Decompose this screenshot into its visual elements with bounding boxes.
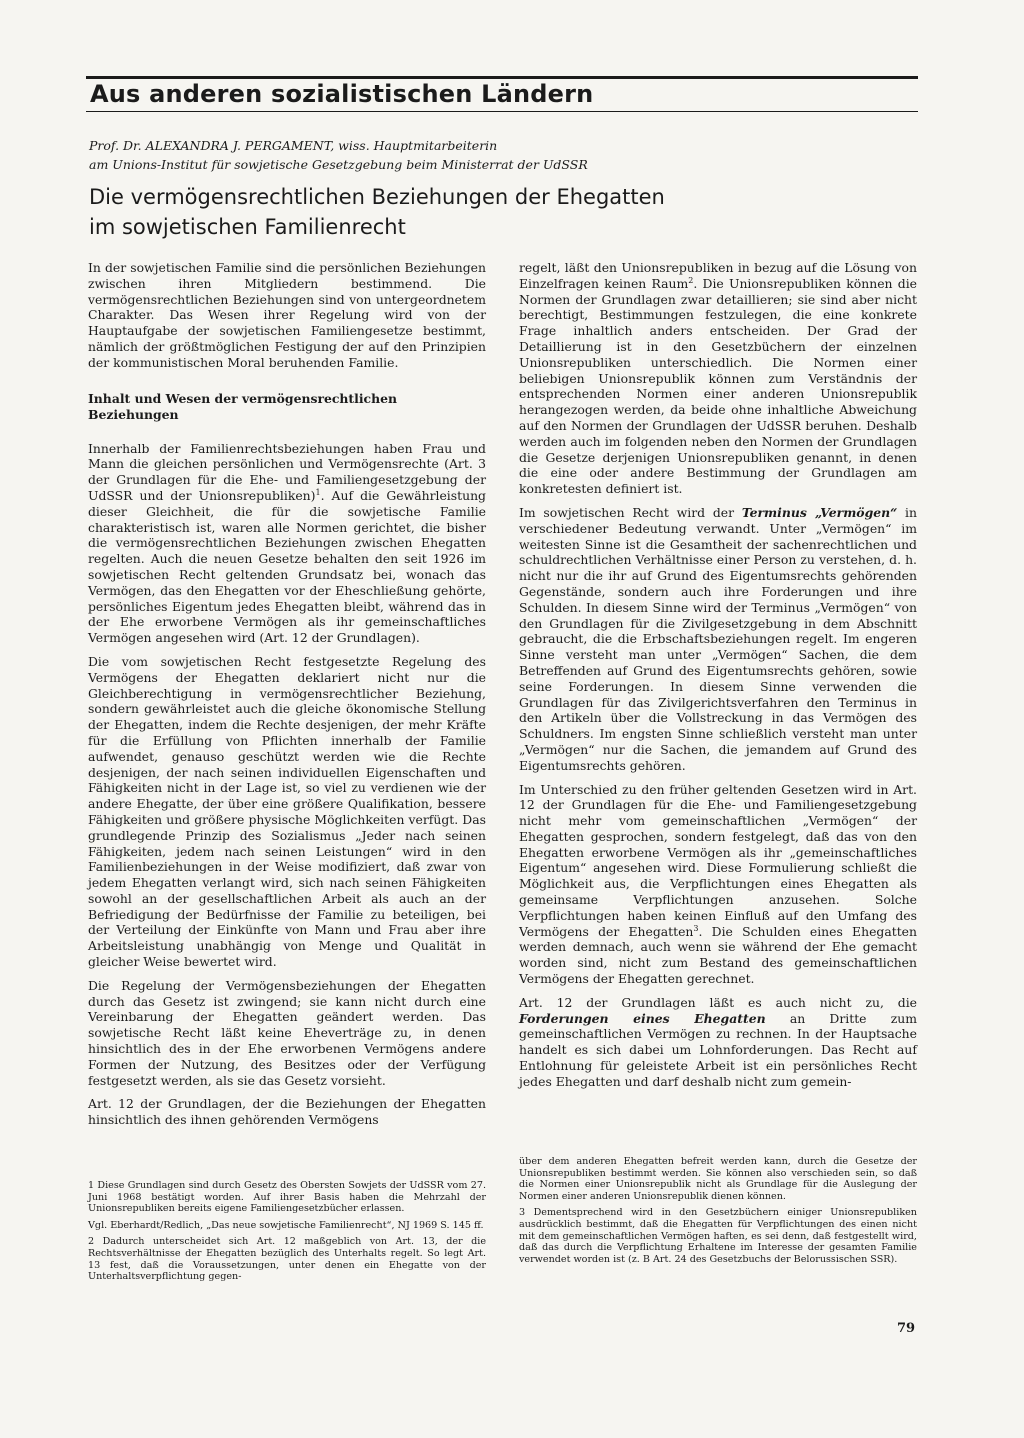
paragraph [88,441,486,646]
emphasis: Forderungen eines Ehegatten [519,1010,766,1026]
footnote: über dem anderen Ehegatten befreit werden kann, durch die Gesetze der Unionsrepubliken bestimmt werden. Sie können also verschieden sein, so daß die Normen einer Unionsrepublik nicht als Grundlage für die Auslegung der Normen einer anderen Unionsrepublik dienen können. [519,1156,917,1202]
section-rubric: Aus anderen sozialistischen Ländern [90,80,594,108]
text: . Die Unionsrepubliken können die Normen der Grundlagen zwar detaillieren; sie sind aber nicht berechtigt, Bestimmungen festzulegen, die eine konkrete Frage inhaltlich anders entscheiden. Der Grad der Detaillierung ist in den Gesetzbüchern der einzelnen Unionsrepubliken unterschiedlich. Die Normen einer beliebigen Unionsrepublik können zum Verständnis der entsprechenden Normen einer anderen Unionsrepublik herangezogen werden, da beide ohne inhaltliche Abweichung auf den Normen der Grundlagen der UdSSR beruhen. Deshalb werden auch im folgenden neben den Normen der Grundlagen die Gesetze derjenigen Unionsrepubliken genannt, in denen die eine oder andere Bestimmung der Grundlagen am konkretesten definiert ist. [519,275,917,497]
paragraph [519,505,917,774]
footnotes-left [88,1180,486,1288]
right-column [519,260,917,1098]
article-title-line-1: Die vermögensrechtlichen Beziehungen der Ehegatten [89,185,665,209]
author-block [89,136,919,174]
paragraph [519,260,917,497]
footnote-mark: 3 [693,923,699,933]
text: regelt, läßt den Unionsrepubliken in bezug auf die Lösung von Einzelfragen keinen Raum [519,260,917,291]
text: Innerhalb der Familienrechtsbeziehungen haben Frau und Mann die gleichen persönlichen und Vermögensrechte (Art. 3 der Grundlagen für die Ehe- und Familiengesetzgebung der UdSSR und der Unionsrepubliken) [88,440,486,503]
text: Art. 12 der Grundlagen läßt es auch nicht zu, die [519,994,917,1010]
text: in verschiedener Bedeutung verwandt. Unter „Vermögen“ im weitesten Sinne ist die Gesamtheit der sachenrechtlichen und schuldrechtlichen Verhältnisse einer Person zu verstehen, d. h. nicht nur die ihr auf Grund des Eigentumsrechts gehörenden Gegenstände, sondern auch ihre Forderungen und ihre Schulden. In diesem Sinne wird der Terminus „Vermögen“ von den Grundlagen für die Zivilgesetzgebung in dem Abschnitt gebraucht, die die Erbschaftsbeziehungen regelt. Im engeren Sinne versteht man unter „Vermögen“ Sachen, die dem Betreffenden auf Grund des Eigentumsrechts gehören, sowie seine Forderungen. In diesem Sinne verwenden die Grundlagen für das Zivilgerichtsverfahren den Terminus in den Artikeln über die Vollstreckung in das Vermögen des Schuldners. Im engsten Sinne schließlich versteht man unter „Vermögen“ nur die Sachen, die jemandem auf Grund des Eigentumsrechts gehören. [519,504,917,773]
article-title-line-2: im sowjetischen Familienrecht [89,215,406,239]
footnote-mark: 2 [688,275,694,285]
section-heading: Inhalt und Wesen der vermögensrechtlichen Beziehungen [88,390,398,422]
paragraph [519,995,917,1090]
article-title [89,182,919,242]
text: . Die Schulden eines Ehegatten werden demnach, auch wenn sie während der Ehe gemacht worden sind, nicht zum Bestand des gemeinschaftlichen Vermögens der Ehegatten gerechnet. [519,923,917,987]
author-line-1: Prof. Dr. ALEXANDRA J. PERGAMENT, wiss. Hauptmitarbeiterin [89,138,498,153]
footnotes-right [519,1156,917,1270]
text: Im Unterschied zu den früher geltenden Gesetzen wird in Art. 12 der Grundlagen für die Ehe- und Familiengesetzgebung nicht mehr vom gemeinschaftlichen „Vermögen“ der Ehegatten gesprochen, sondern festgelegt, daß das von den Ehegatten erworbene Vermögen als ihr „gemeinschaftliches Eigentum“ angesehen wird. Diese Formulierung schließt die Möglichkeit aus, die Verpflichtungen eines Ehegatten als gemeinsame Verpflichtungen anzusehen. Solche Verpflichtungen haben keinen Einfluß auf den Umfang des Vermögens der Ehegatten [519,781,917,939]
left-column [88,260,486,1136]
top-rule [86,76,918,79]
footnote: 1 Diese Grundlagen sind durch Gesetz des Obersten Sowjets der UdSSR vom 27. Juni 1968 bestätigt worden. Auf ihrer Basis haben die Mehrzahl der Unionsrepubliken bereits eigene Familiengesetzbücher erlassen. [88,1180,486,1215]
page-number: 79 [897,1321,916,1336]
emphasis: Terminus „Vermögen“ [741,504,898,520]
paragraph: Art. 12 der Grundlagen, der die Beziehungen der Ehegatten hinsichtlich des ihnen gehörenden Vermögens [88,1096,486,1128]
paragraph: Die Regelung der Vermögensbeziehungen der Ehegatten durch das Gesetz ist zwingend; sie kann nicht durch eine Vereinbarung der Ehegatten geändert werden. Das sowjetische Recht läßt keine Eheverträge zu, in denen hinsichtlich des in der Ehe erworbenen Vermögens andere Formen der Nutzung, des Besitzes oder der Verfügung festgesetzt werden, als sie das Gesetz vorsieht. [88,977,486,1088]
footnote-mark: 1 [315,487,321,497]
author-line-2: am Unions-Institut für sowjetische Gesetzgebung beim Ministerrat der UdSSR [89,157,588,172]
footnote: 3 Dementsprechend wird in den Gesetzbüchern einiger Unionsrepubliken ausdrücklich bestimmt, daß die Ehegatten für Verpflichtungen des einen nicht mit dem gemeinschaftlichen Vermögen haften, es sei denn, daß festgestellt wird, daß das durch die Verpflichtung Erhaltene im Interesse der gesamten Familie verwendet worden ist (z. B Art. 24 des Gesetzbuchs der Belorussischen SSR). [519,1207,917,1265]
paragraph [519,782,917,987]
footnote: 2 Dadurch unterscheidet sich Art. 12 maßgeblich von Art. 13, der die Rechtsverhältnisse der Ehegatten bezüglich des Unterhalts regelt. So legt Art. 13 fest, daß die Voraussetzungen, unter denen ein Ehegatte von der Unterhaltsverpflichtung gegen- [88,1236,486,1283]
footnote: Vgl. Eberhardt/Redlich, „Das neue sowjetische Familienrecht“, NJ 1969 S. 145 ff. [88,1219,484,1231]
rubric-rule [86,111,918,112]
paragraph: Die vom sowjetischen Recht festgesetzte Regelung des Vermögens der Ehegatten deklariert nicht nur die Gleichberechtigung in vermögensrechtlicher Beziehung, sondern gewährleistet auch die gleiche ökonomische Stellung der Ehegatten, indem die Rechte desjenigen, der mehr Kräfte für die Erfüllung von Pflichten innerhalb der Familie aufwendet, genauso geschützt werden wie die Rechte desjenigen, der nach seinen individuellen Eigenschaften und Fähigkeiten nicht in der Lage ist, so viel zu verdienen wie der andere Ehegatte, der über eine größere Qualifikation, bessere Fähigkeiten und größere physische Möglichkeiten verfügt. Das grundlegende Prinzip des Sozialismus „Jeder nach seinen Fähigkeiten, jedem nach seinen Leistungen“ wird in den Familienbeziehungen in der Weise modifiziert, daß zwar von jedem Ehegatten verlangt wird, sich nach seinen Fähigkeiten sowohl an der gesellschaftlichen Arbeit als auch an der Befriedigung der Bedürfnisse der Familie zu beteiligen, bei der Verteilung der Einkünfte von Mann und Frau aber ihre Arbeitsleistung unabhängig von Menge und Qualität in gleicher Weise bewertet wird. [88,653,486,970]
text: Im sowjetischen Recht wird der [519,504,742,520]
text: . Auf die Gewährleistung dieser Gleichheit, die für die sowjetische Familie charakteristisch ist, waren alle Normen gerichtet, die bisher die vermögensrechtlichen Beziehungen zwischen Ehegatten regelten. Auch die neuen Gesetze behalten den seit 1926 im sowjetischen Recht geltenden Grundsatz bei, wonach das Vermögen, das den Ehegatten vor der Eheschließung gehörte, persönliches Eigentum jedes Ehegatten bleibt, während das in der Ehe erworbene Vermögen als ihr gemeinschaftliches Vermögen angesehen wird (Art. 12 der Grundlagen). [88,487,486,646]
text: an Dritte zum gemeinschaftlichen Vermögen zu rechnen. In der Hauptsache handelt es sich dabei um Lohnforderungen. Das Recht auf Entlohnung für geleistete Arbeit ist ein persönliches Recht jedes Ehegatten und darf deshalb nicht zum gemein- [519,1010,917,1089]
paragraph: In der sowjetischen Familie sind die persönlichen Beziehungen zwischen ihren Mitgliedern bestimmend. Die vermögensrechtlichen Beziehungen sind von untergeordnetem Charakter. Das Wesen ihrer Regelung wird von der Hauptaufgabe der sowjetischen Familiengesetze bestimmt, nämlich der größtmöglichen Festigung der auf den Prinzipien der kommunistischen Moral beruhenden Familie. [88,260,486,370]
